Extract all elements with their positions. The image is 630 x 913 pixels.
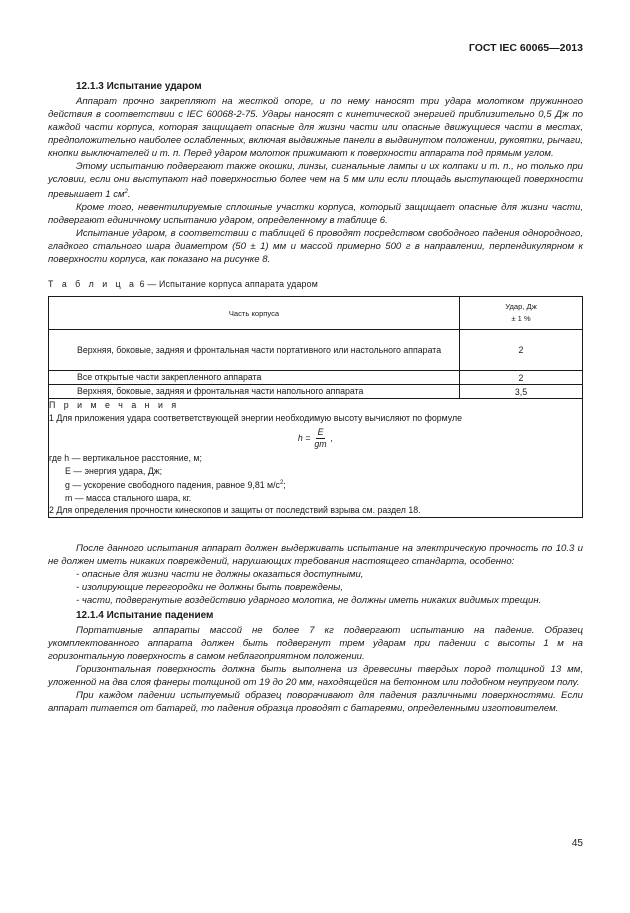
page-number: 45 — [571, 838, 583, 849]
table-caption-text: 6 — Испытание корпуса аппарата ударом — [139, 279, 318, 290]
paragraph-text: Этому испытанию подвергают также окошки, линзы, сигнальные лампы и их колпаки и т. п., но только при условии, если они выступают над поверхностью более чем на 5 мм или если площадь выступающей поверхности превышает 1 см — [48, 161, 583, 201]
section-heading-impact: 12.1.3 Испытание ударом — [76, 81, 202, 92]
notes-title: П р и м е ч а н и я — [49, 400, 180, 411]
paragraph: Испытание ударом, в соответствии с таблицей 6 проводят посредством свободного падения однородного, гладкого стального шара диаметром (50 ± 1) мм и массой примерно 500 г в направлении, перпендикулярном к поверхности корпуса, как показано на рисунке 8. — [48, 228, 583, 266]
note-2: 2 Для определения прочности кинескопов и защиты от последствий взрыва см. раздел 18. — [49, 505, 421, 516]
table-caption — [48, 279, 583, 289]
cell-text: Верхняя, боковые, задняя и фронтальная части портативного или настольного аппарата — [77, 344, 442, 355]
section-heading-drop: 12.1.4 Испытание падением — [76, 609, 214, 621]
table-row — [49, 385, 583, 399]
formula-lhs: h = — [297, 433, 311, 444]
paragraph: Аппарат прочно закрепляют на жесткой опоре, и по нему наносят три удара молотком пружинного действия в соответствии с IEC 60068-2-75. Удары наносят с кинетической энергией приблизительно 0,5 Дж по каждой части корпуса, которая защищает опасные для жизни части или опасные движущиеся части в местах, предположительно наиболее ослабленных, включая выдвижные панели в выдвинутом положении, рукоятки, рычаги, кнопки выключателей и т. п. Перед ударом молоток прижимают к поверхности аппарата под прямым углом. — [48, 96, 583, 159]
paragraph: Горизонтальная поверхность должна быть выполнена из древесины твердых пород толщиной 13 мм, уложенной на два слоя фанеры толщиной от 19 до 20 мм, находящейся на бетонном или подобном неупругом полу. — [48, 663, 583, 688]
paragraph: После данного испытания аппарат должен выдерживать испытание на электрическую прочность по 10.3 и не должен иметь никаких повреждений, нарушающих требования настоящего стандарта, особенно: — [48, 542, 583, 567]
list-item: - опасные для жизни части не должны оказаться доступными, — [76, 568, 364, 580]
impact-table — [48, 296, 583, 517]
list-item: - изолирующие перегородки не должны быть повреждены, — [76, 581, 344, 593]
table-cell-part — [49, 385, 460, 399]
table-note-row — [49, 399, 583, 517]
table-row — [49, 330, 583, 371]
formula-denominator: gm — [314, 439, 327, 450]
table-cell-part — [49, 330, 460, 371]
paragraph: При каждом падении испытуемый образец поворачивают для падения различными поверхностями. Если аппарат питается от батарей, то падения образца проводят с батареями, определенными изготовителем. — [48, 689, 583, 714]
definition-g — [49, 477, 582, 491]
superscript: 2 — [279, 480, 284, 487]
paragraph: Кроме того, невентилируемые сплошные участки корпуса, который защищает опасные для жизни части, подвергают единичному испытанию ударом, определенному в таблице 6. — [48, 202, 583, 227]
definition-text: ; — [283, 480, 286, 491]
column-header-impact — [460, 297, 583, 330]
table-notes — [49, 399, 583, 517]
table-cell-part — [49, 371, 460, 385]
table-cell-value: 3,5 — [460, 385, 583, 399]
table-cell-value: 2 — [460, 371, 583, 385]
definition-e: E — энергия удара, Дж; — [65, 465, 163, 476]
paragraph: Портативные аппараты массой не более 7 кг подвергают испытанию на падение. Образец укомплектованного аппарата должен быть подвергнут трем ударам при падении с высоты 1 м на горизонтальную поверхность в самом неблагоприятном положении. — [48, 624, 583, 662]
column-header-impact-line1: Удар, Дж — [505, 302, 537, 312]
superscript: 2 — [124, 189, 128, 195]
post-test-requirements — [48, 542, 583, 607]
note-1: 1 Для приложения удара соответветствующей энергии необходимую высоту вычисляют по формуле — [49, 412, 463, 423]
paragraph — [48, 160, 583, 201]
formula-fraction — [312, 427, 328, 450]
definition-text: g — ускорение свободного падения, равное 9,81 м/с — [65, 480, 280, 491]
document-code: ГОСТ IEC 60065—2013 — [468, 42, 583, 54]
table-row — [49, 371, 583, 385]
column-header-part: Часть корпуса — [49, 297, 460, 330]
list-item: - части, подвергнутые воздействию ударного молотка, не должны иметь никаких видимых трещин. — [76, 594, 542, 606]
formula-numerator: E — [317, 427, 324, 438]
height-formula — [49, 427, 582, 450]
definition-h: где h — вертикальное расстояние, м; — [49, 453, 202, 464]
table-caption-prefix: Т а б л и ц а — [48, 279, 137, 290]
cell-text: Все открытые части закрепленного аппарата — [77, 372, 262, 383]
formula-end: , — [330, 433, 334, 444]
table-header-row — [49, 297, 583, 330]
table-cell-value: 2 — [460, 330, 583, 371]
cell-text: Верхняя, боковые, задняя и фронтальная части напольного аппарата — [77, 386, 364, 397]
paragraph-text: . — [127, 189, 131, 201]
definition-m: m — масса стального шара, кг. — [65, 492, 192, 503]
page-body — [48, 80, 583, 715]
column-header-impact-line2: ± 1 % — [511, 314, 531, 324]
